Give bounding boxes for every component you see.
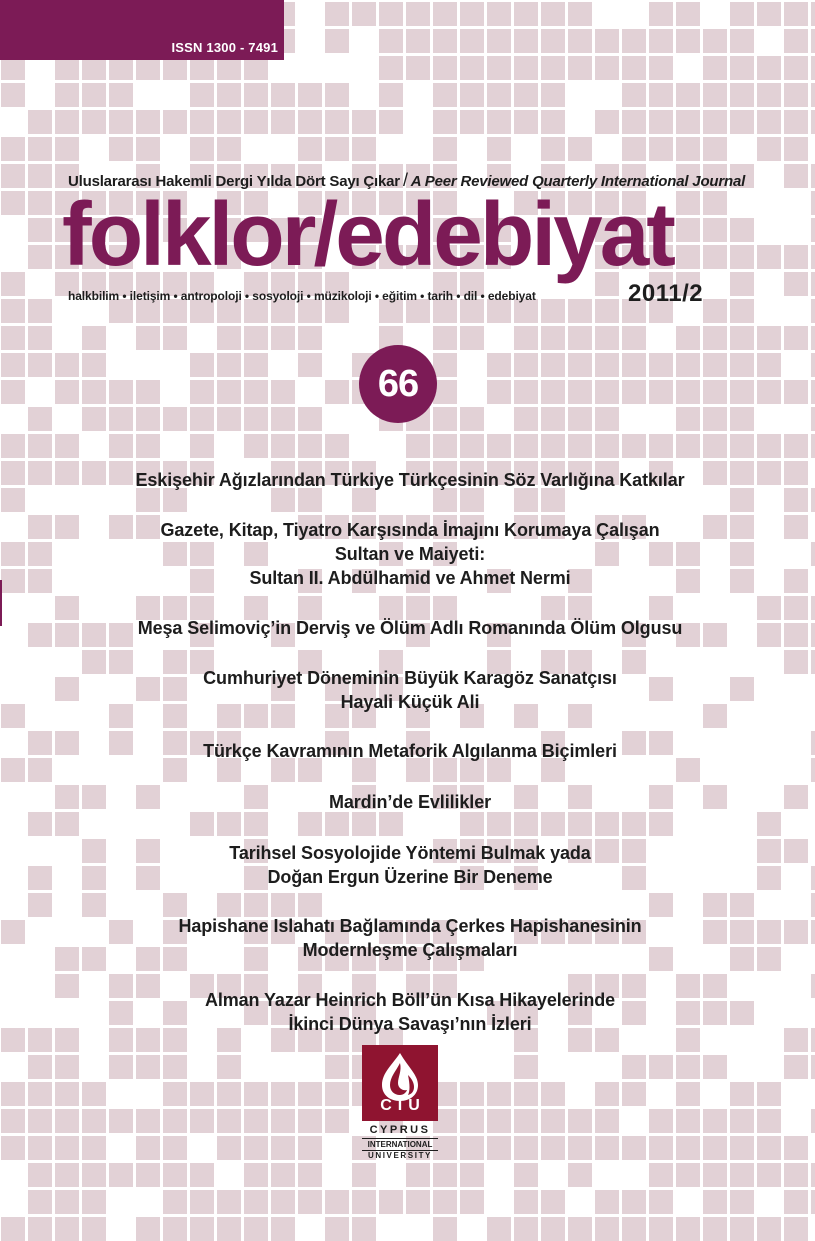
background-tile — [244, 1217, 268, 1241]
background-tile — [676, 1217, 700, 1241]
article-title — [60, 666, 760, 714]
article-title-line: Gazete, Kitap, Tiyatro Karşısında İmajını Korumaya Çalışan — [160, 520, 660, 540]
background-tile — [28, 1217, 52, 1241]
article-title — [60, 790, 760, 814]
tagline-english: A Peer Reviewed Quarterly International Journal — [410, 173, 746, 190]
ciu-letters: CIU — [380, 1097, 426, 1114]
article-title-line: İkinci Dünya Savaşı’nın İzleri — [288, 1014, 532, 1034]
tagline-turkish: Uluslararası Hakemli Dergi Yılda Dört Sayı Çıkar — [68, 173, 400, 190]
issn-label: ISSN 1300 - 7491 — [171, 40, 278, 55]
background-tile — [325, 1217, 349, 1241]
background-tile — [55, 1217, 79, 1241]
background-tile — [514, 1217, 538, 1241]
background-tile — [1, 1217, 25, 1241]
article-title — [60, 739, 760, 763]
ciu-university-logo — [362, 1045, 438, 1161]
background-tile — [163, 1217, 187, 1241]
article-title-line: Türkçe Kavramının Metaforik Algılanma Biçimleri — [203, 741, 617, 761]
background-tile — [568, 1217, 592, 1241]
background-tile — [487, 1217, 511, 1241]
article-title — [60, 518, 760, 590]
ciu-emblem — [362, 1045, 438, 1121]
article-title-line: Tarihsel Sosyolojide Yöntemi Bulmak yada — [229, 843, 591, 863]
background-tile — [82, 1217, 106, 1241]
background-tile — [757, 1217, 781, 1241]
article-title-line: Sultan ve Maiyeti: — [334, 544, 486, 564]
background-tile — [784, 1217, 808, 1241]
ciu-international: INTERNATIONAL — [362, 1138, 438, 1151]
subject-list: halkbilim • iletişim • antropoloji • sosyoloji • müzikoloji • eğitim • tarih • dil • edebiyat — [68, 289, 536, 303]
background-tile — [622, 1217, 646, 1241]
article-title-line: Modernleşme Çalışmaları — [302, 940, 518, 960]
article-title-line: Doğan Ergun Üzerine Bir Deneme — [267, 867, 553, 887]
background-tile — [217, 1217, 241, 1241]
article-title-line: Sultan II. Abdülhamid ve Ahmet Nermi — [249, 568, 571, 588]
background-tile — [433, 1217, 457, 1241]
issue-number-badge: 66 — [359, 345, 437, 423]
article-title — [60, 841, 760, 889]
background-tile — [190, 1217, 214, 1241]
background-tile — [730, 1217, 754, 1241]
tagline-separator: / — [402, 170, 408, 190]
article-title — [60, 616, 760, 640]
article-title-line: Mardin’de Evlilikler — [328, 792, 492, 812]
background-tile — [352, 1217, 376, 1241]
background-tile — [595, 1217, 619, 1241]
article-title-line: Eskişehir Ağızlarından Türkiye Türkçesinin Söz Varlığına Katkılar — [135, 470, 685, 490]
background-tile — [136, 1217, 160, 1241]
article-title-line: Hayali Küçük Ali — [340, 692, 480, 712]
article-title-line: Hapishane Islahatı Bağlamında Çerkes Hapishanesinin — [178, 916, 642, 936]
ciu-cyprus: CYPRUS — [369, 1124, 431, 1136]
background-tile — [703, 1217, 727, 1241]
background-tile — [649, 1217, 673, 1241]
article-title-line: Meşa Selimoviç’in Derviş ve Ölüm Adlı Romanında Ölüm Olgusu — [137, 618, 683, 638]
ciu-university: UNIVERSITY — [367, 1151, 432, 1160]
background-tile — [271, 1217, 295, 1241]
article-title — [60, 914, 760, 962]
article-title — [60, 988, 760, 1036]
article-title-line: Alman Yazar Heinrich Böll’ün Kısa Hikayelerinde — [204, 990, 616, 1010]
article-title — [60, 468, 760, 492]
article-title-line: Cumhuriyet Döneminin Büyük Karagöz Sanatçısı — [203, 668, 617, 688]
year-issue: 2011/2 — [628, 280, 704, 307]
background-tile — [541, 1217, 565, 1241]
journal-title: folklor/edebiyat — [62, 185, 673, 285]
